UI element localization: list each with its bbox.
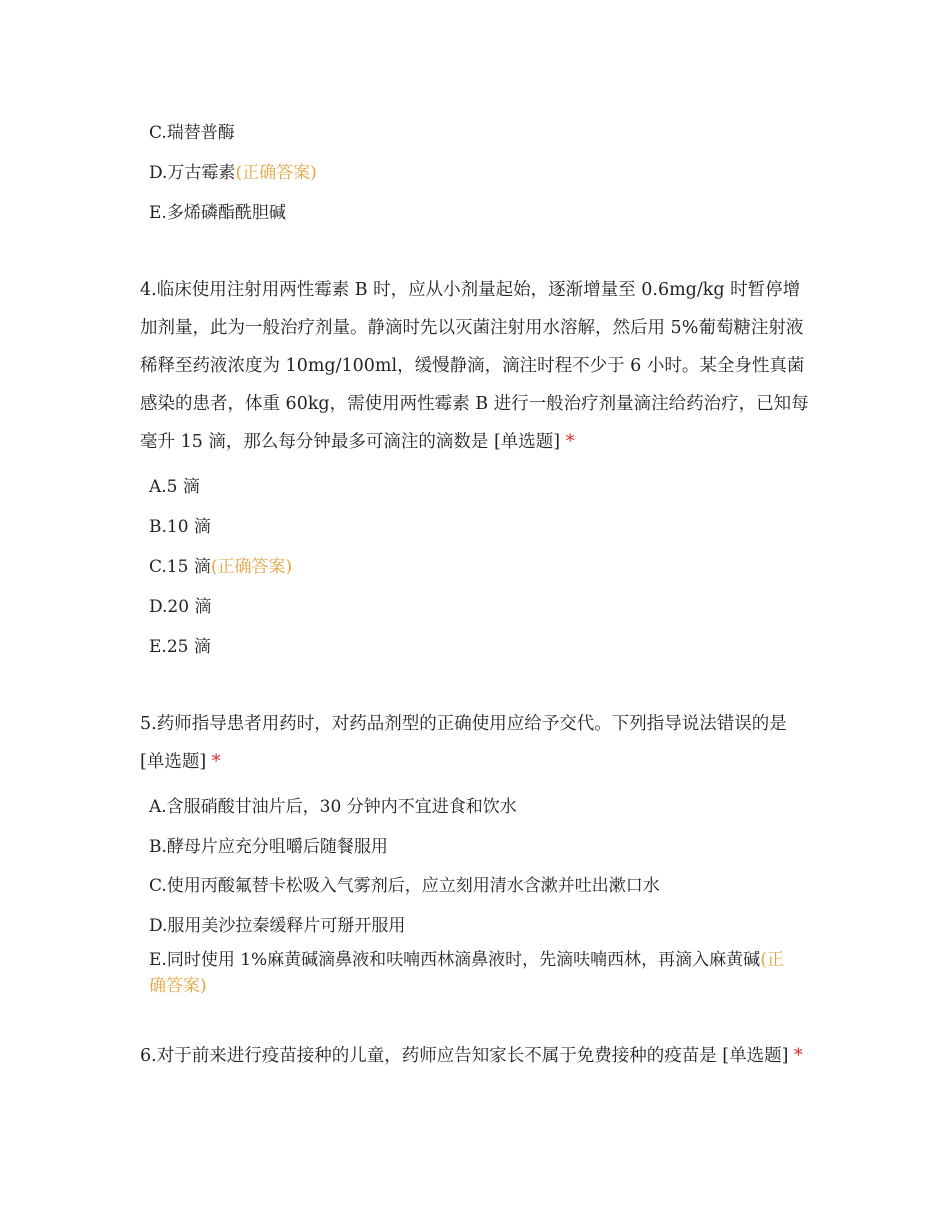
option-text: D.万古霉素 [149, 163, 236, 183]
q3-option-c [149, 120, 809, 146]
question-4-title [140, 271, 810, 461]
option-text: D.服用美沙拉秦缓释片可掰开服用 [149, 916, 406, 936]
option-text: A.含服硝酸甘油片后，30 分钟内不宜进食和饮水 [149, 797, 517, 817]
option-text: D.20 滴 [149, 597, 212, 617]
option-text: E.同时使用 1%麻黄碱滴鼻液和呋喃西林滴鼻液时，先滴呋喃西林，再滴入麻黄碱 [149, 950, 761, 970]
question-text: 4.临床使用注射用两性霉素 B 时，应从小剂量起始，逐渐增量至 0.6mg/kg 时暂停增加剂量，此为一般治疗剂量。静滴时先以灭菌注射用水溶解，然后用 5%葡萄糖注射液稀释至药液浓度为 10mg/100ml，缓慢静滴，滴注时程不少于 6 小时。某全身性真菌感染的患者，体重 60kg，需使用两性霉素 B 进行一般治疗剂量滴注给药治疗，已知每毫升 15 滴，那么每分钟最多可滴注的滴数是 [单选题] [140, 280, 809, 452]
correct-answer-marker: (正确答案) [149, 950, 784, 996]
option-text: E.25 滴 [149, 637, 211, 657]
option-text: C.瑞替普酶 [149, 123, 235, 143]
q5-option-e [149, 947, 799, 999]
q5-option-b [149, 834, 809, 860]
required-star: * [794, 1046, 803, 1066]
required-star: * [565, 432, 575, 452]
question-text: 6.对于前来进行疫苗接种的儿童，药师应告知家长不属于免费接种的疫苗是 [单选题] [140, 1046, 789, 1066]
q4-option-a [149, 474, 809, 500]
q4-option-e [149, 634, 809, 660]
option-text: B.酵母片应充分咀嚼后随餐服用 [149, 837, 388, 857]
option-text: A.5 滴 [149, 477, 200, 497]
correct-answer-marker: (正确答案) [210, 557, 293, 577]
q4-option-d [149, 594, 809, 620]
q4-option-c [149, 554, 809, 580]
required-star: * [211, 752, 221, 772]
option-text: C.使用丙酸氟替卡松吸入气雾剂后，应立刻用清水含漱并吐出漱口水 [149, 876, 660, 896]
q4-option-b [149, 514, 809, 540]
q5-option-c [149, 873, 809, 899]
q3-option-e [149, 200, 809, 226]
question-text: 5.药师指导患者用药时，对药品剂型的正确使用应给予交代。下列指导说法错误的是 [单选题] [140, 714, 787, 772]
option-text: E.多烯磷酯酰胆碱 [149, 203, 286, 223]
q3-option-d [149, 160, 809, 186]
correct-answer-marker: (正确答案) [235, 163, 317, 183]
option-text: C.15 滴 [149, 557, 211, 577]
q5-option-a [149, 794, 809, 820]
option-text: B.10 滴 [149, 517, 211, 537]
question-6-title [140, 1037, 810, 1075]
question-5-title [140, 705, 810, 781]
q5-option-d [149, 913, 809, 939]
